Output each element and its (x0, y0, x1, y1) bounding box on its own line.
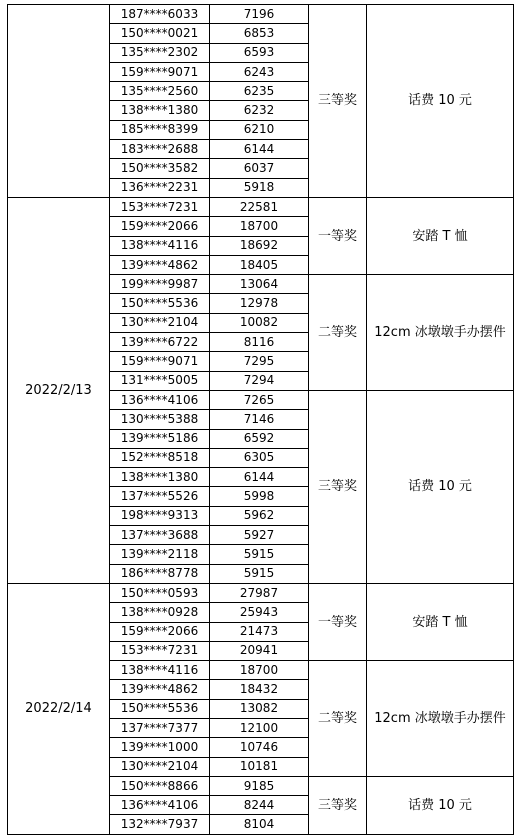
phone-cell: 137****5526 (110, 487, 210, 506)
prize-cell: 话费 10 元 (367, 776, 514, 834)
winners-table-body (8, 5, 514, 835)
award-level-cell: 一等奖 (309, 197, 367, 274)
phone-cell: 199****9987 (110, 275, 210, 294)
phone-cell: 159****2066 (110, 217, 210, 236)
award-level-cell: 三等奖 (309, 776, 367, 834)
score-cell: 6235 (210, 82, 309, 101)
score-cell: 6210 (210, 120, 309, 139)
phone-cell: 138****1380 (110, 101, 210, 120)
date-cell: 2022/2/14 (8, 583, 110, 834)
score-cell: 5998 (210, 487, 309, 506)
score-cell: 18700 (210, 661, 309, 680)
phone-cell: 130****2104 (110, 757, 210, 776)
date-cell (8, 5, 110, 198)
table-row (8, 5, 514, 24)
award-level-cell: 二等奖 (309, 275, 367, 391)
score-cell: 8104 (210, 815, 309, 834)
phone-cell: 137****7377 (110, 718, 210, 737)
phone-cell: 135****2560 (110, 82, 210, 101)
prize-cell: 12cm 冰墩墩手办摆件 (367, 661, 514, 777)
score-cell: 6037 (210, 159, 309, 178)
phone-cell: 138****4116 (110, 236, 210, 255)
phone-cell: 150****5536 (110, 294, 210, 313)
score-cell: 6853 (210, 24, 309, 43)
score-cell: 12978 (210, 294, 309, 313)
phone-cell: 186****8778 (110, 564, 210, 583)
score-cell: 10746 (210, 738, 309, 757)
phone-cell: 198****9313 (110, 506, 210, 525)
phone-cell: 136****4106 (110, 390, 210, 409)
phone-cell: 131****5005 (110, 371, 210, 390)
phone-cell: 130****5388 (110, 410, 210, 429)
score-cell: 5915 (210, 545, 309, 564)
phone-cell: 152****8518 (110, 448, 210, 467)
phone-cell: 130****2104 (110, 313, 210, 332)
score-cell: 22581 (210, 197, 309, 216)
score-cell: 27987 (210, 583, 309, 602)
score-cell: 12100 (210, 718, 309, 737)
winners-table (7, 4, 514, 835)
phone-cell: 153****7231 (110, 197, 210, 216)
phone-cell: 138****1380 (110, 468, 210, 487)
score-cell: 6144 (210, 140, 309, 159)
score-cell: 21473 (210, 622, 309, 641)
phone-cell: 139****1000 (110, 738, 210, 757)
score-cell: 7265 (210, 390, 309, 409)
prize-cell: 安踏 T 恤 (367, 583, 514, 660)
phone-cell: 150****5536 (110, 699, 210, 718)
score-cell: 20941 (210, 641, 309, 660)
phone-cell: 150****0021 (110, 24, 210, 43)
score-cell: 7294 (210, 371, 309, 390)
score-cell: 9185 (210, 776, 309, 795)
phone-cell: 138****4116 (110, 661, 210, 680)
prize-cell: 12cm 冰墩墩手办摆件 (367, 275, 514, 391)
score-cell: 5962 (210, 506, 309, 525)
phone-cell: 137****3688 (110, 526, 210, 545)
score-cell: 6592 (210, 429, 309, 448)
phone-cell: 183****2688 (110, 140, 210, 159)
phone-cell: 185****8399 (110, 120, 210, 139)
phone-cell: 136****2231 (110, 178, 210, 197)
phone-cell: 139****6722 (110, 333, 210, 352)
score-cell: 6144 (210, 468, 309, 487)
score-cell: 6305 (210, 448, 309, 467)
score-cell: 13064 (210, 275, 309, 294)
phone-cell: 153****7231 (110, 641, 210, 660)
award-level-cell: 二等奖 (309, 661, 367, 777)
score-cell: 18405 (210, 255, 309, 274)
phone-cell: 159****2066 (110, 622, 210, 641)
phone-cell: 150****0593 (110, 583, 210, 602)
phone-cell: 139****5186 (110, 429, 210, 448)
phone-cell: 136****4106 (110, 796, 210, 815)
score-cell: 25943 (210, 603, 309, 622)
phone-cell: 150****8866 (110, 776, 210, 795)
award-level-cell: 三等奖 (309, 390, 367, 583)
phone-cell: 139****4862 (110, 680, 210, 699)
score-cell: 6232 (210, 101, 309, 120)
table-row (8, 197, 514, 216)
award-level-cell: 三等奖 (309, 5, 367, 198)
score-cell: 5915 (210, 564, 309, 583)
score-cell: 8244 (210, 796, 309, 815)
prize-cell: 安踏 T 恤 (367, 197, 514, 274)
phone-cell: 139****2118 (110, 545, 210, 564)
score-cell: 8116 (210, 333, 309, 352)
phone-cell: 159****9071 (110, 62, 210, 81)
phone-cell: 135****2302 (110, 43, 210, 62)
phone-cell: 139****4862 (110, 255, 210, 274)
score-cell: 10082 (210, 313, 309, 332)
award-level-cell: 一等奖 (309, 583, 367, 660)
score-cell: 5918 (210, 178, 309, 197)
phone-cell: 159****9071 (110, 352, 210, 371)
score-cell: 7295 (210, 352, 309, 371)
phone-cell: 132****7937 (110, 815, 210, 834)
score-cell: 6243 (210, 62, 309, 81)
phone-cell: 187****6033 (110, 5, 210, 24)
score-cell: 18700 (210, 217, 309, 236)
score-cell: 18692 (210, 236, 309, 255)
phone-cell: 138****0928 (110, 603, 210, 622)
score-cell: 10181 (210, 757, 309, 776)
score-cell: 7146 (210, 410, 309, 429)
score-cell: 5927 (210, 526, 309, 545)
prize-cell: 话费 10 元 (367, 5, 514, 198)
date-cell: 2022/2/13 (8, 197, 110, 583)
score-cell: 18432 (210, 680, 309, 699)
score-cell: 6593 (210, 43, 309, 62)
score-cell: 13082 (210, 699, 309, 718)
phone-cell: 150****3582 (110, 159, 210, 178)
prize-cell: 话费 10 元 (367, 390, 514, 583)
table-row (8, 583, 514, 602)
score-cell: 7196 (210, 5, 309, 24)
